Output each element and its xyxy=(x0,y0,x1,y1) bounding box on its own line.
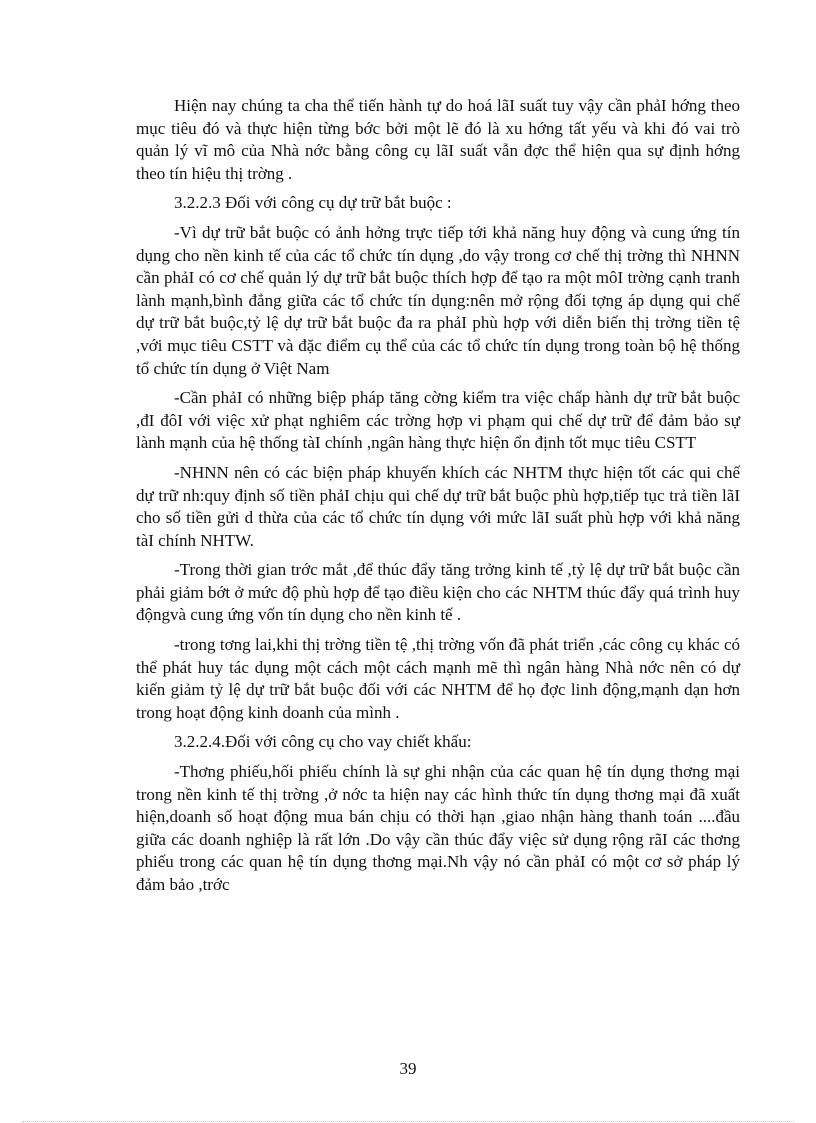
paragraph-commercial-paper: -Thơng phiếu,hối phiếu chính là sự ghi nhận của các quan hệ tín dụng thơng mại trong nền kinh tế thị trờng ,ở nớc ta hiện nay các hình thức tín dụng thơng mại đã xuất hiện,doanh số hoạt động mua bán chịu có thời hạn ,giao nhận hàng thanh toán ....đầu giữa các doanh nghiệp là rất lớn .Do vậy cần thúc đẩy việc sử dụng rộng rãI các thơng phiếu trong các quan hệ tín dụng thơng mại.Nh vậy nó cần phảI có một cơ sở pháp lý đảm bảo ,trớc xyxy=(136,762,740,894)
paragraph-reserve-short-term: -Trong thời gian trớc mắt ,để thúc đẩy tăng trởng kinh tế ,tỷ lệ dự trữ bắt buộc cần phải giảm bớt ở mức độ phù hợp để tạo điều kiện cho các NHTM thúc đẩy quá trình huy độngvà cung ứng vốn tín dụng cho nền kinh tế . xyxy=(136,560,740,625)
paragraph-reserve-future: -trong tơng lai,khi thị trờng tiền tệ ,thị trờng vốn đã phát triển ,các công cụ khác có thể phát huy tác dụng một cách một cách mạnh mẽ thì ngân hàng Nhà nớc nên có dự kiến giảm tỷ lệ dự trữ bắt buộc đối với các NHTM để họ đợc linh động,mạnh dạn hơn trong hoạt động kinh doanh của mình . xyxy=(136,635,740,722)
page-bottom-divider xyxy=(22,1121,794,1122)
paragraph-reserve-impact: -Vì dự trữ bắt buộc có ảnh hởng trực tiếp tới khả năng huy động và cung ứng tín dụng cho nền kinh tế của các tổ chức tín dụng ,do vậy trong cơ chế thị trờng thì NHNN cần phảI có cơ chế quản lý dự trữ bắt buộc thích hợp để tạo ra một môI trờng cạnh tranh lành mạnh,bình đẳng giữa các tổ chức tín dụng:nên mở rộng đối tợng áp dụng qui chế dự trữ bắt buộc,tỷ lệ dự trữ bắt buộc đa ra phảI phù hợp với diễn biến thị trờng tiền tệ ,với mục tiêu CSTT và đặc điểm cụ thể của các tổ chức tín dụng trong toàn bộ hệ thống tổ chức tín dụng ở Việt Nam xyxy=(136,222,740,378)
paragraph-reserve-inspection: -Cần phảI có những biệp pháp tăng cờng kiểm tra việc chấp hành dự trữ bắt buộc ,đI đôI với việc xử phạt nghiêm các trờng hợp vi phạm qui chế dự trữ để đảm bảo sự lành mạnh của hệ thống tàI chính ,ngân hàng thực hiện ổn định tốt mục tiêu CSTT xyxy=(136,388,740,453)
body-text xyxy=(136,95,740,904)
paragraph-reserve-incentives: -NHNN nên có các biện pháp khuyến khích các NHTM thực hiện tốt các qui chế dự trữ nh:quy định số tiền phảI chịu qui chế dự trữ bắt buộc phù hợp,tiếp tục trả tiền lãI cho số tiền gửi d thừa của các tổ chức tín dụng với mức lãI suất phù hợp với khả năng tàI chính NHTW. xyxy=(136,462,740,550)
paragraph-interest-rate: Hiện nay chúng ta cha thể tiến hành tự do hoá lãI suất tuy vậy cần phảI hớng theo mục tiêu đó và thực hiện từng bớc bởi một lẽ đó là xu hớng tất yếu và khi đó vai trò quản lý vĩ mô của Nhà nớc bằng công cụ lãI suất vẫn đợc thể hiện qua sự định hớng theo tín hiệu thị trờng . xyxy=(136,96,740,183)
page-number: 39 xyxy=(399,1059,417,1078)
section-heading-3-2-2-3: 3.2.2.3 Đối với công cụ dự trữ bắt buộc : xyxy=(174,193,452,213)
section-heading-3-2-2-4: 3.2.2.4.Đối với công cụ cho vay chiết khấu: xyxy=(174,732,472,752)
